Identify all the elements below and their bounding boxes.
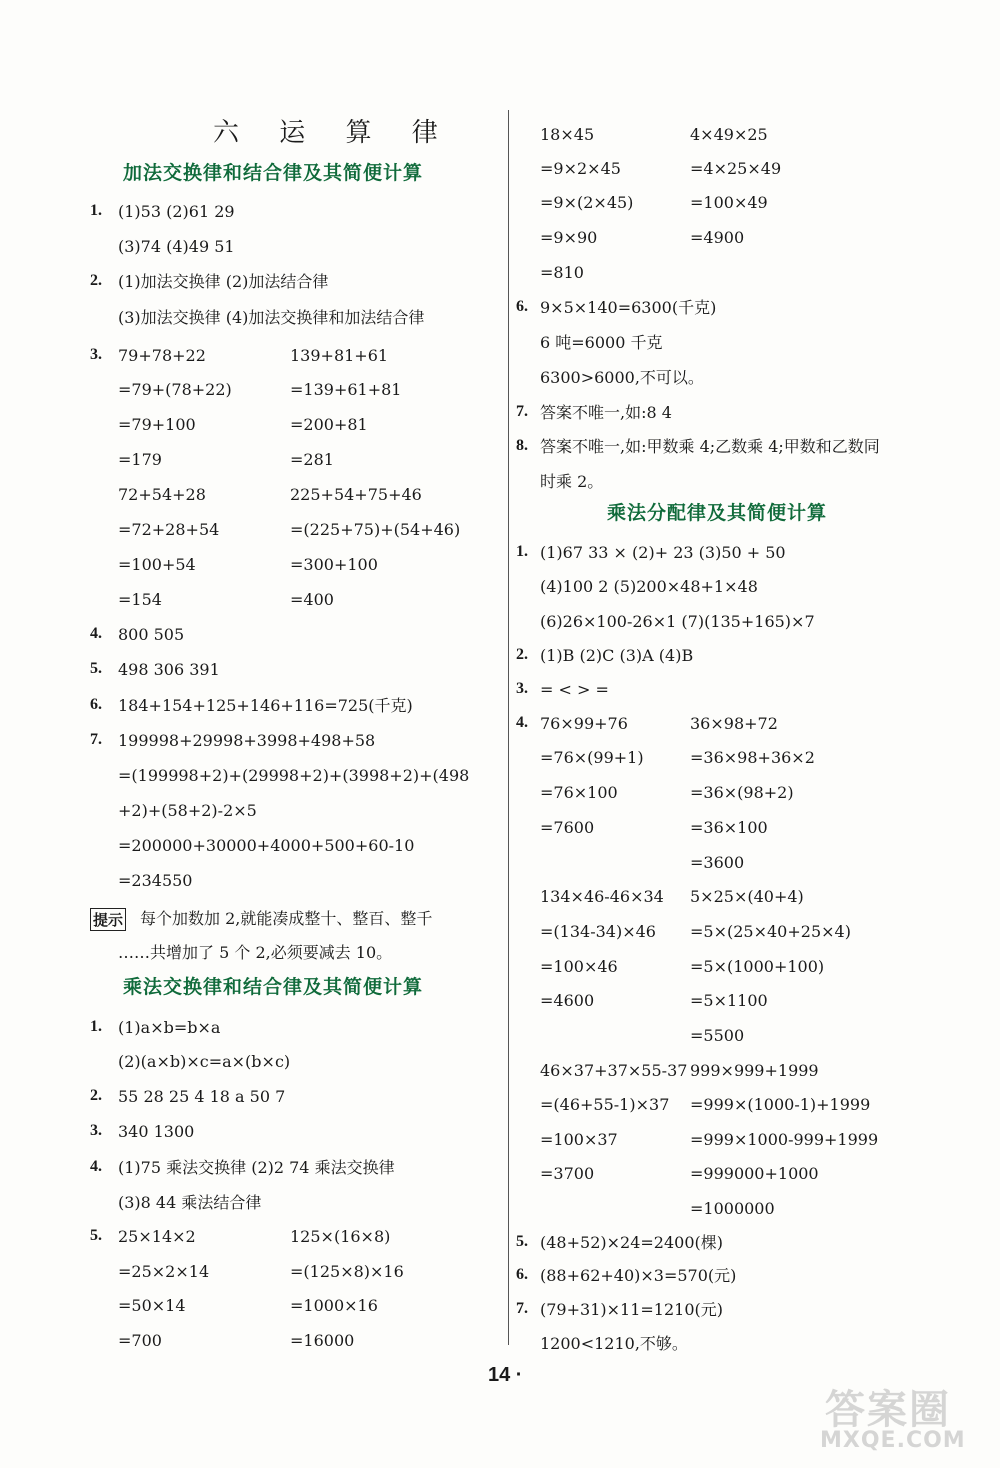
right-answer-line: 9×5×140=6300(千克)	[540, 298, 717, 317]
left-answer-line: (3)8 44 乘法结合律	[118, 1193, 262, 1212]
left-answer-line-col2: 225+54+75+46	[290, 485, 422, 504]
section-title-distributive: 乘法分配律及其简便计算	[607, 502, 828, 524]
section-title-addition: 加法交换律和结合律及其简便计算	[123, 162, 424, 184]
right-item-number: 2.	[516, 646, 528, 663]
right-answer-line: =(46+55-1)×37	[540, 1095, 670, 1114]
right-item-number: 1.	[516, 543, 528, 560]
right-answer-line: 1200<1210,不够。	[540, 1334, 688, 1353]
right-answer-line-col2: =5×(25×40+25×4)	[690, 922, 851, 941]
left-item-number: 2.	[90, 272, 102, 289]
left-answer-line: (2)(a×b)×c=a×(b×c)	[118, 1052, 291, 1071]
right-item-number: 3.	[516, 680, 528, 697]
right-answer-line-col2: =4×25×49	[690, 159, 782, 178]
right-answer-line-col2: =36×98+36×2	[690, 748, 815, 767]
right-answer-line: (4)100 2 (5)200×48+1×48	[540, 577, 758, 596]
right-answer-line: (1)67 33 × (2)+ 23 (3)50 + 50	[540, 543, 786, 562]
left-answer-line: =154	[118, 590, 162, 609]
left-answer-line: 184+154+125+146+116=725(千克)	[118, 696, 413, 715]
left-item-number: 4.	[90, 625, 102, 642]
left-answer-line: 340 1300	[118, 1122, 195, 1141]
left-answer-line: (3)加法交换律 (4)加法交换律和加法结合律	[118, 308, 425, 327]
right-answer-line: 6 吨=6000 千克	[540, 333, 663, 352]
left-answer-line-col2: 139+81+61	[290, 346, 389, 365]
right-answer-line-col2: =5500	[690, 1026, 745, 1045]
right-answer-line-col2: =1000000	[690, 1199, 775, 1218]
right-answer-line: =76×100	[540, 783, 618, 802]
column-divider	[508, 110, 509, 1345]
right-answer-line: 答案不唯一,如:8 4	[540, 403, 672, 422]
right-item-number: 4.	[516, 714, 528, 731]
right-answer-line-col2: =999000+1000	[690, 1164, 819, 1183]
right-answer-line: 答案不唯一,如:甲数乘 4;乙数乘 4;甲数和乙数同	[540, 437, 880, 456]
right-answer-line: =9×(2×45)	[540, 193, 634, 212]
left-answer-line: (3)74 (4)49 51	[118, 237, 235, 256]
right-answer-line: 18×45	[540, 125, 595, 144]
left-item-number: 5.	[90, 1227, 102, 1244]
right-answer-line-col2: 4×49×25	[690, 125, 768, 144]
left-answer-line: ……共增加了 5 个 2,必须要减去 10。	[118, 943, 393, 962]
right-answer-line: =810	[540, 263, 584, 282]
left-answer-line: =200000+30000+4000+500+60-10	[118, 836, 415, 855]
left-answer-line: 72+54+28	[118, 485, 206, 504]
left-answer-line: =234550	[118, 871, 193, 890]
right-answer-line-col2: =5×1100	[690, 991, 768, 1010]
right-answer-line-col2: =36×100	[690, 818, 768, 837]
right-answer-line-col2: =36×(98+2)	[690, 783, 794, 802]
watermark-logo: 答案圈	[825, 1387, 951, 1433]
left-item-number: 3.	[90, 1122, 102, 1139]
right-answer-line: 时乘 2。	[540, 472, 604, 491]
right-item-number: 7.	[516, 1300, 528, 1317]
right-answer-line: =9×2×45	[540, 159, 621, 178]
left-answer-line-col2: =1000×16	[290, 1296, 378, 1315]
right-answer-line-col2: =4900	[690, 228, 745, 247]
hint-label: 提示	[90, 908, 126, 931]
left-answer-line: (1)75 乘法交换律 (2)2 74 乘法交换律	[118, 1158, 395, 1177]
right-answer-line: 134×46-46×34	[540, 887, 664, 906]
right-item-number: 6.	[516, 298, 528, 315]
left-answer-line: +2)+(58+2)-2×5	[118, 801, 257, 820]
left-answer-line: 25×14×2	[118, 1227, 196, 1246]
left-answer-line-col2: =16000	[290, 1331, 355, 1350]
left-answer-line-col2: =281	[290, 450, 334, 469]
right-answer-line: =9×90	[540, 228, 598, 247]
right-answer-line: =4600	[540, 991, 595, 1010]
right-answer-line-col2: =3600	[690, 853, 745, 872]
left-item-number: 2.	[90, 1087, 102, 1104]
right-answer-line: (88+62+40)×3=570(元)	[540, 1266, 737, 1285]
left-answer-line-col2: =200+81	[290, 415, 368, 434]
right-answer-line: 46×37+37×55-37	[540, 1061, 688, 1080]
right-answer-line: (6)26×100-26×1 (7)(135+165)×7	[540, 612, 815, 631]
right-answer-line: (48+52)×24=2400(棵)	[540, 1233, 723, 1252]
right-answer-line: 76×99+76	[540, 714, 628, 733]
right-answer-line-col2: =999×1000-999+1999	[690, 1130, 879, 1149]
right-answer-line-col2: 999×999+1999	[690, 1061, 819, 1080]
left-item-number: 1.	[90, 1018, 102, 1035]
left-answer-line: =700	[118, 1331, 162, 1350]
right-answer-line: =100×46	[540, 957, 618, 976]
left-answer-line: =50×14	[118, 1296, 186, 1315]
left-answer-line: 每个加数加 2,就能凑成整十、整百、整千	[140, 909, 433, 928]
left-answer-line: =79+100	[118, 415, 196, 434]
left-answer-line: (1)加法交换律 (2)加法结合律	[118, 272, 329, 291]
left-answer-line: 800 505	[118, 625, 185, 644]
right-answer-line-col2: =999×(1000-1)+1999	[690, 1095, 871, 1114]
left-answer-line-col2: =(125×8)×16	[290, 1262, 404, 1281]
right-answer-line: =7600	[540, 818, 595, 837]
left-item-number: 6.	[90, 696, 102, 713]
right-item-number: 7.	[516, 403, 528, 420]
left-answer-line-col2: =400	[290, 590, 334, 609]
left-answer-line: (1)53 (2)61 29	[118, 202, 235, 221]
right-answer-line: =100×37	[540, 1130, 618, 1149]
page-number: 14 ·	[488, 1364, 523, 1386]
left-answer-line: 199998+29998+3998+498+58	[118, 731, 376, 750]
left-answer-line: 55 28 25 4 18 a 50 7	[118, 1087, 286, 1106]
left-item-number: 7.	[90, 731, 102, 748]
left-item-number: 1.	[90, 202, 102, 219]
left-answer-line: =72+28+54	[118, 520, 220, 539]
right-answer-line: = < > =	[540, 680, 609, 699]
left-answer-line: =79+(78+22)	[118, 380, 232, 399]
left-answer-line: 79+78+22	[118, 346, 206, 365]
left-answer-line: =25×2×14	[118, 1262, 210, 1281]
left-item-number: 4.	[90, 1158, 102, 1175]
right-item-number: 8.	[516, 437, 528, 454]
left-answer-line: =(199998+2)+(29998+2)+(3998+2)+(498	[118, 766, 470, 785]
left-answer-line: =179	[118, 450, 162, 469]
section-title-multiplication: 乘法交换律和结合律及其简便计算	[123, 976, 424, 998]
left-answer-line: 498 306 391	[118, 660, 220, 679]
right-answer-line: (79+31)×11=1210(元)	[540, 1300, 723, 1319]
right-answer-line: =(134-34)×46	[540, 922, 656, 941]
right-answer-line: (1)B (2)C (3)A (4)B	[540, 646, 694, 665]
right-answer-line: =3700	[540, 1164, 595, 1183]
right-answer-line-col2: 5×25×(40+4)	[690, 887, 804, 906]
right-answer-line: =76×(99+1)	[540, 748, 644, 767]
left-answer-line-col2: =300+100	[290, 555, 378, 574]
left-answer-line-col2: 125×(16×8)	[290, 1227, 391, 1246]
page-title: 六 运 算 律	[213, 118, 454, 148]
right-item-number: 6.	[516, 1266, 528, 1283]
left-item-number: 3.	[90, 346, 102, 363]
watermark-url: MXQE.COM	[820, 1428, 966, 1453]
left-answer-line: =100+54	[118, 555, 196, 574]
right-answer-line-col2: 36×98+72	[690, 714, 778, 733]
right-answer-line-col2: =5×(1000+100)	[690, 957, 825, 976]
left-item-number: 5.	[90, 660, 102, 677]
left-answer-line-col2: =139+61+81	[290, 380, 402, 399]
right-item-number: 5.	[516, 1233, 528, 1250]
left-answer-line: (1)a×b=b×a	[118, 1018, 221, 1037]
right-answer-line: 6300>6000,不可以。	[540, 368, 704, 387]
left-answer-line-col2: =(225+75)+(54+46)	[290, 520, 461, 539]
right-answer-line-col2: =100×49	[690, 193, 768, 212]
